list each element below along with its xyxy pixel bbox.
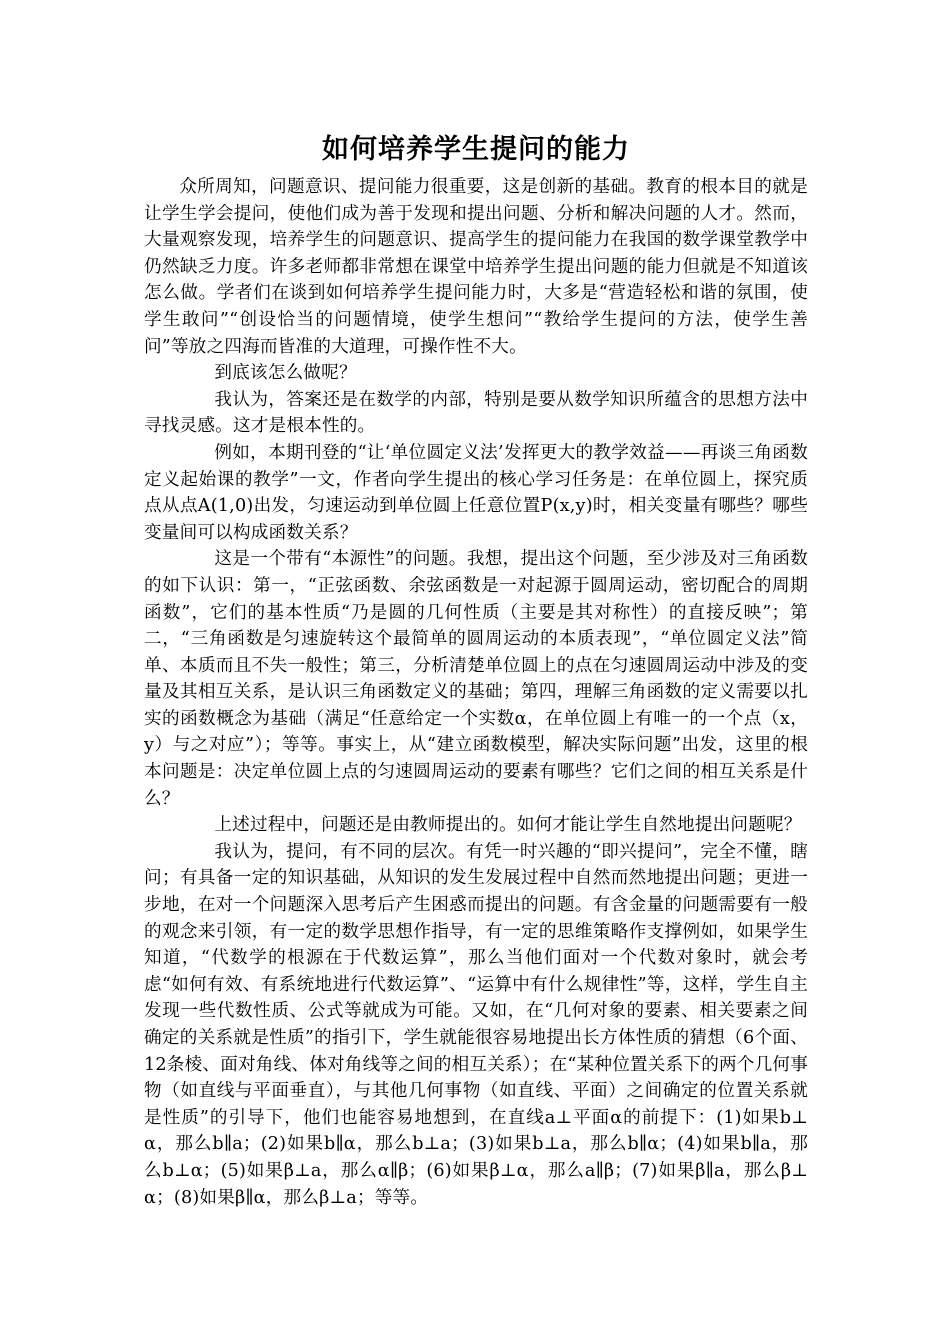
paragraph-intro: 众所周知，问题意识、提问能力很重要，这是创新的基础。教育的根本目的就是让学生学会提问，使他们成为善于发现和提出问题、分析和解决问题的人才。然而，大量观察发现，培养学生的问题意识、提高学生的提问能力在我国的数学课堂教学中仍然缺乏力度。许多老师都非常想在课堂中培养学生提出问题的能力但就是不知道该怎么做。学者们在谈到如何培养学生提问能力时，大多是“营造轻松和谐的氛围，使学生敢问”“创设恰当的问题情境，使学生想问”“教给学生提问的方法，使学生善问”等放之四海而皆准的大道理，可操作性不大。 (144, 177, 808, 357)
paragraph-levels: 我认为，提问，有不同的层次。有凭一时兴趣的“即兴提问”，完全不懂，瞎问；有具备一定的知识基础，从知识的发生发展过程中自然而然地提出问题；更进一步地，在对一个问题深入思考后产生困惑而提出的问题。有含金量的问题需要有一般的观念来引领，有一定的数学思想作指导，有一定的思维策略作支撑例如，如果学生知道，“代数学的根源在于代数运算”，那么当他们面对一个代数对象时，就会考虑“如何有效、有系统地进行代数运算”、“运算中有什么规律性”等，这样，学生自主发现一些代数性质、公式等就成为可能。又如，在“几何对象的要素、相关要素之间确定的关系就是性质”的指引下，学生就能很容易地提出长方体性质的猜想（6个面、12条棱、面对角线、体对角线等之间的相互关系）；在“某种位置关系下的两个几何事物（如直线与平面垂直），与其他几何事物（如直线、平面）之间确定的位置关系就是性质”的引导下，他们也能容易地想到，在直线a⊥平面α的前提下：(1)如果b⊥α，那么b∥a；(2)如果b∥α，那么b⊥a；(3)如果b⊥a，那么b∥α；(4)如果b∥a，那么b⊥α；(5)如果β⊥a，那么α∥β；(6)如果β⊥α，那么a∥β；(7)如果β∥a，那么β⊥α；(8)如果β∥α，那么β⊥a；等等。 (144, 841, 808, 1208)
paragraph-question: 到底该怎么做呢？ (214, 363, 357, 384)
paragraph-analysis: 这是一个带有“本源性”的问题。我想，提出这个问题，至少涉及对三角函数的如下认识：第一，“正弦函数、余弦函数是一对起源于圆周运动，密切配合的周期函数”，它们的基本性质“乃是圆的几何性质（主要是其对称性）的直接反映”；第二，“三角函数是匀速旋转这个最简单的圆周运动的本质表现”，“单位圆定义法”简单、本质而且不失一般性；第三，分析清楚单位圆上的点在匀速圆周运动中涉及的变量及其相互关系，是认识三角函数定义的基础；第四，理解三角函数的定义需要以扎实的函数概念为基础（满足“任意给定一个实数α，在单位圆上有唯一的一个点（x，y）与之对应”）；等等。事实上，从“建立函数模型，解决实际问题”出发，这里的根本问题是：决定单位圆上点的匀速圆周运动的要素有哪些？它们之间的相互关系是什么？ (144, 549, 808, 809)
paragraph-transition: 上述过程中，问题还是由教师提出的。如何才能让学生自然地提出问题呢？ (214, 815, 802, 836)
paragraph-answer: 我认为，答案还是在数学的内部，特别是要从数学知识所蕴含的思想方法中寻找灵感。这才是根本性的。 (144, 389, 808, 437)
document-title: 如何培养学生提问的能力 (322, 134, 630, 165)
document-page (144, 128, 808, 1211)
paragraph-example: 例如，本期刊登的“让‘单位圆定义法’发挥更大的教学效益——再谈三角函数定义起始课的教学”一文，作者向学生提出的核心学习任务是：在单位圆上，探究质点从点A(1,0)出发，匀速运动到单位圆上任意位置P(x,y)时，相关变量有哪些？哪些变量间可以构成函数关系？ (144, 442, 808, 543)
